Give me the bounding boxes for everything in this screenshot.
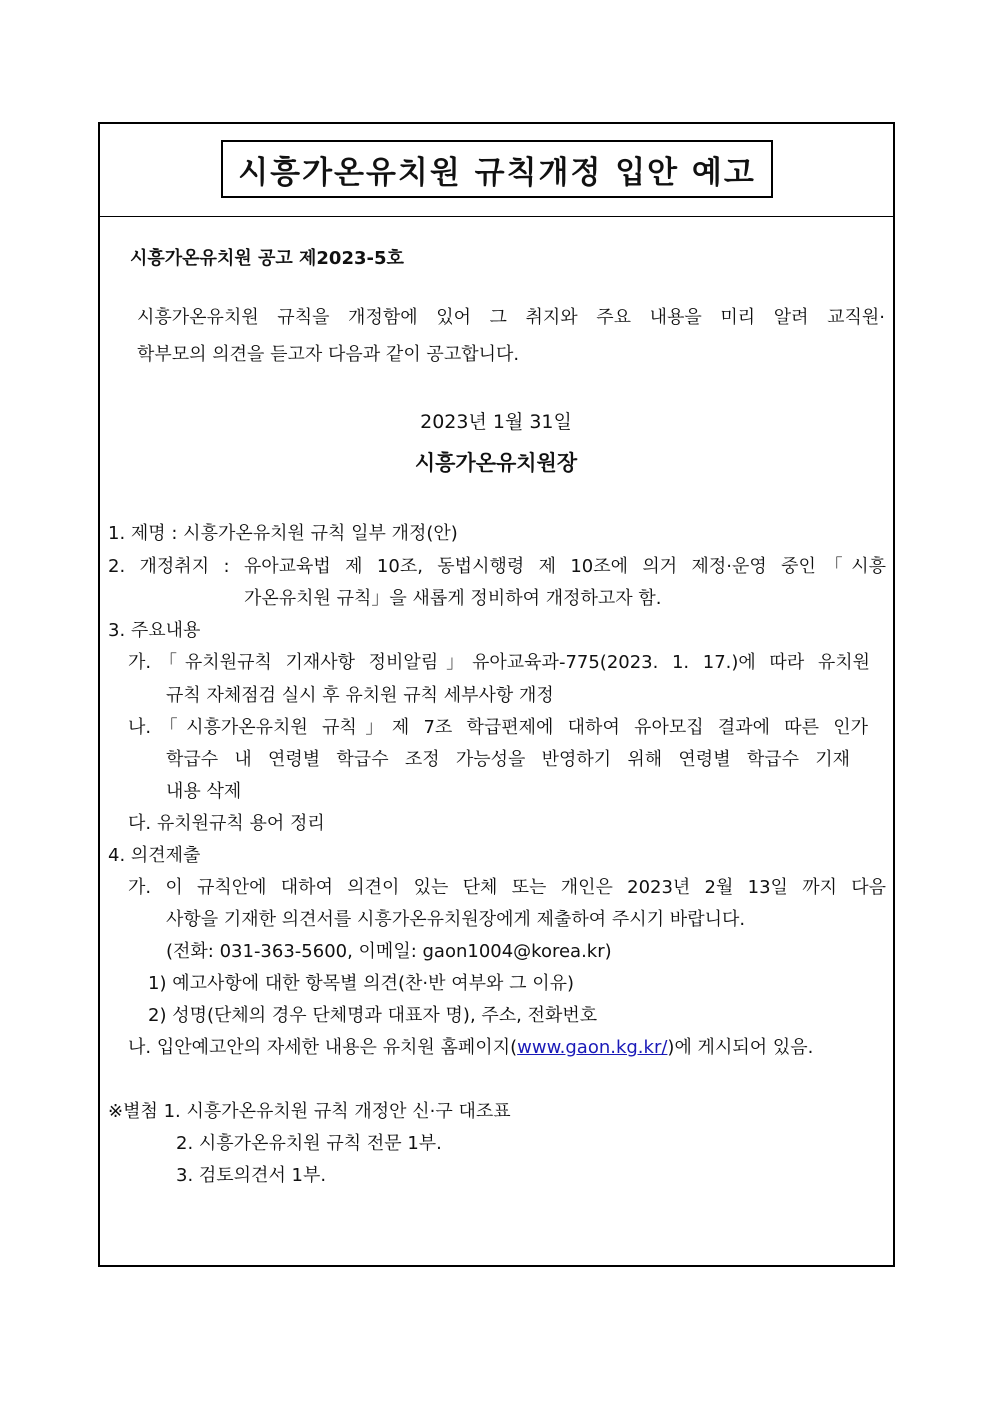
item-2-line-1: 2. 개정취지 : 유아교육법 제 10조, 동법시행령 제 10조에 의거 제정·운영 중인「시흥 [108,556,886,577]
attachment-2: 2. 시흥가온유치원 규칙 전문 1부. [176,1133,442,1154]
item-4-heading: 4. 의견제출 [108,845,201,866]
notice-date: 2023년 1월 31일 [420,411,572,433]
item-3-ga-line-2: 규칙 자체점검 실시 후 유치원 규칙 세부사항 개정 [166,685,554,706]
homepage-link[interactable]: www.gaon.kg.kr/ [517,1037,668,1058]
item-4-ga-line-2: 사항을 기재한 의견서를 시흥가온유치원장에게 제출하여 주시기 바랍니다. [166,909,746,930]
item-4-na-suffix: )에 게시되어 있음. [667,1037,814,1058]
intro-line-2: 학부모의 의견을 듣고자 다음과 같이 공고합니다. [137,344,520,365]
item-3-da: 다. 유치원규칙 용어 정리 [128,813,325,834]
item-1-title: 1. 제명 : 시흥가온유치원 규칙 일부 개정(안) [108,523,458,544]
attachment-1: ※별첨 1. 시흥가온유치원 규칙 개정안 신·구 대조표 [108,1101,511,1122]
intro-line-1: 시흥가온유치원 규칙을 개정함에 있어 그 취지와 주요 내용을 미리 알려 교직원· [137,307,885,328]
item-3-na-line-1: 나.「시흥가온유치원 규칙」제 7조 학급편제에 대하여 유아모집 결과에 따른 인가 [128,717,868,738]
notice-number: 시흥가온유치원 공고 제2023-5호 [130,248,404,269]
item-3-ga-line-1: 가.「유치원규칙 기재사항 정비알림」유아교육과-775(2023. 1. 17.)에 따라 유치원 [128,652,870,673]
item-4-na [128,1036,813,1060]
item-4-ga-line-1: 가. 이 규칙안에 대하여 의견이 있는 단체 또는 개인은 2023년 2월 13일 까지 다음 [128,877,886,898]
item-4-na-prefix: 나. 입안예고안의 자세한 내용은 유치원 홈페이지( [128,1037,518,1058]
title-box [221,140,773,198]
item-3-na-line-3: 내용 삭제 [166,781,242,802]
header-section [100,124,893,217]
page-title: 시흥가온유치원 규칙개정 입안 예고 [238,154,756,191]
item-3-na-line-2: 학급수 내 연령별 학급수 조정 가능성을 반영하기 위해 연령별 학급수 기재 [166,749,850,770]
attachment-3: 3. 검토의견서 1부. [176,1165,327,1186]
item-4-sub-1: 1) 예고사항에 대한 항목별 의견(찬·반 여부와 그 이유) [148,973,575,994]
issuer-name: 시흥가온유치원장 [414,451,578,475]
item-3-heading: 3. 주요내용 [108,620,201,641]
item-4-ga-contact: (전화: 031-363-5600, 이메일: gaon1004@korea.kr) [166,941,612,962]
item-4-sub-2: 2) 성명(단체의 경우 단체명과 대표자 명), 주소, 전화번호 [148,1005,598,1026]
item-2-line-2: 가온유치원 규칙」을 새롭게 정비하여 개정하고자 함. [244,588,662,609]
